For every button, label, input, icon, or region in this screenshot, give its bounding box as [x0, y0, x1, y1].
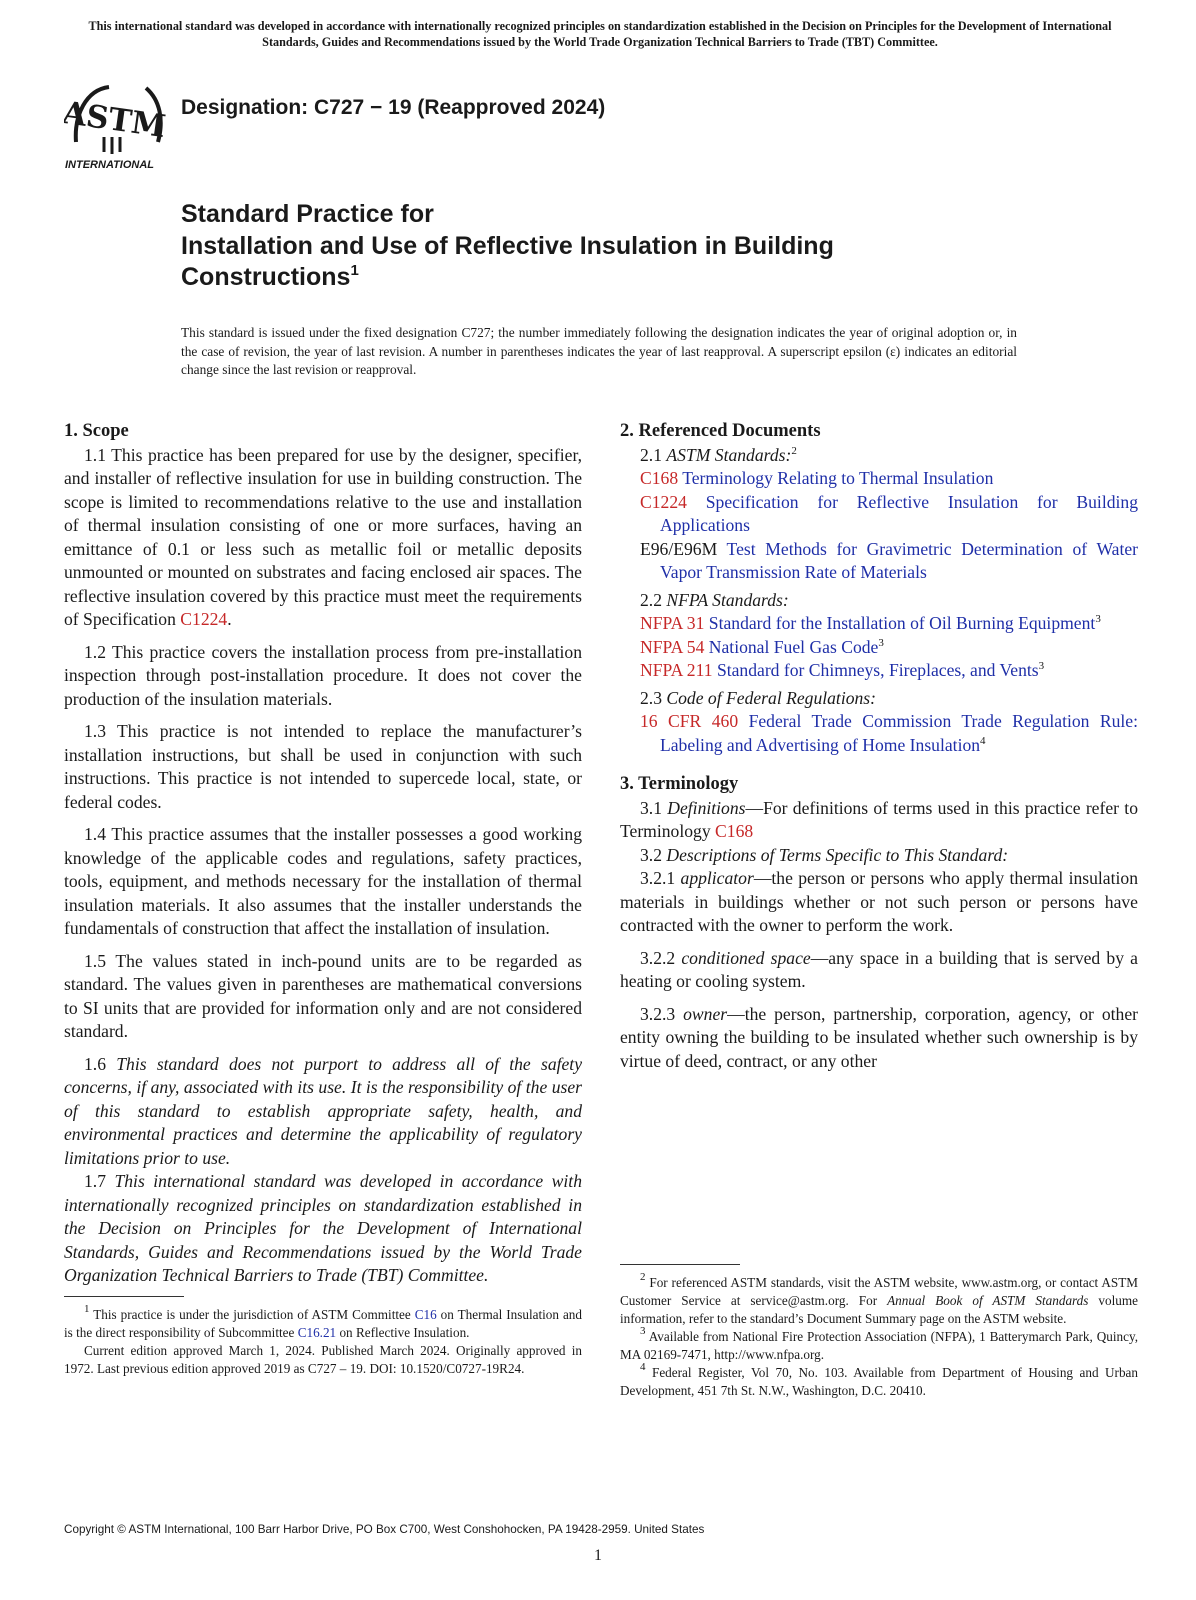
right-column: [620, 420, 1138, 1073]
footnote-3-mark: 3: [640, 1325, 646, 1337]
astm-label-footnote: 2: [791, 444, 797, 457]
ref-c1224: [620, 491, 1138, 538]
para-1-6: [64, 1053, 582, 1171]
logo-wordmark: ASTM: [64, 94, 168, 146]
ref-footnote: 3: [1095, 613, 1101, 625]
title-line-3: [181, 262, 1081, 294]
logo-subtext: INTERNATIONAL: [65, 159, 155, 170]
para-1-1: [64, 444, 582, 632]
para-3-2-2-text: —any space in a building that is served by a heating or cooling system.: [620, 947, 1138, 991]
link-c16-21[interactable]: C16.21: [297, 1325, 337, 1340]
issue-note: This standard is issued under the fixed designation C727; the number immediately following the designation indicates the year of original adoption or, in the case of revision, the year of last revision. A number in parentheses indicates the year of last reapproval. A superscript epsilon (ε) indicates an editorial change since the last revision or reapproval.: [181, 325, 1017, 377]
para-3-2-num: 3.2: [640, 844, 667, 865]
footnote-4-mark: 4: [640, 1361, 646, 1373]
para-3-1-num: 3.1: [640, 797, 668, 818]
para-1-1-text: 1.1 This practice has been prepared for use by the designer, specifier, and installer of reflective insulation for use in building construction. The scope is limited to recommendations relative to the use and installation of thermal insulation consisting of one or more surfaces, having an emittance of 0.1 or less such as metallic foil or metallic deposits unmounted or mounted on substrates and facing enclosed air spaces. The reflective insulation covered by this practice must meet the requirements of Specification: [64, 444, 582, 629]
para-1-4: 1.4 This practice assumes that the installer possesses a good working knowledge of the applicable codes and regulations, safety practices, tools, equipment, and methods necessary for the installation of thermal insulation materials. It also assumes that the installer understands the fundamentals of construction that affect the installation of insulation.: [64, 824, 582, 938]
ref-code[interactable]: NFPA 31: [640, 613, 705, 633]
para-3-2-3: [620, 1003, 1138, 1074]
para-3-2-1: [620, 867, 1138, 938]
footnote-4: [620, 1361, 1138, 1400]
footnote-1-c: on Reflective Insulation.: [336, 1325, 470, 1340]
astm-standards-label: [620, 444, 1138, 468]
ref-title[interactable]: National Fuel Gas Code: [708, 636, 879, 657]
cfr-label-num: 2.3: [640, 687, 667, 708]
scope-heading: 1. Scope: [64, 421, 129, 441]
para-3-2-1-num: 3.2.1: [640, 868, 681, 888]
ref-e96: [620, 538, 1138, 585]
ref-title[interactable]: Standard for the Installation of Oil Burning Equipment: [708, 613, 1096, 633]
title-footnote-mark: 1: [350, 262, 359, 279]
footnote-divider-left: [64, 1296, 184, 1297]
footnote-2: [620, 1271, 1138, 1328]
footnotes-left: [64, 1303, 582, 1378]
left-column: [64, 420, 582, 1288]
referenced-documents-heading: 2. Referenced Documents: [620, 421, 821, 441]
ref-nfpa-211: [620, 659, 1138, 683]
ref-code: E96/E96M: [640, 538, 718, 559]
para-3-2: [620, 844, 1138, 868]
ref-title[interactable]: Test Methods for Gravimetric Determination of Water Vapor Transmission Rate of Materials: [660, 538, 1138, 582]
para-1-7-num: 1.7: [84, 1171, 115, 1191]
footnote-1-a: This practice is under the jurisdiction of ASTM Committee: [89, 1307, 415, 1322]
para-3-2-1-term: applicator: [680, 868, 754, 888]
nfpa-label: NFPA Standards:: [666, 589, 789, 610]
title-line-2: Installation and Use of Reflective Insulation in Building: [181, 231, 834, 260]
astm-label: ASTM Standards:: [666, 444, 792, 465]
para-3-1-term: Definitions: [667, 797, 746, 818]
footnote-2-a: For referenced ASTM standards, visit the ASTM website, www.astm.org, or contact ASTM Customer Service at service@astm.org. For: [620, 1275, 1138, 1308]
para-1-7-text: This international standard was developed in accordance with internationally recognized principles on standardization established in the Decision on Principles for the Development of International Standards, Guides and Recommendations issued by the World Trade Organization Technical Barriers to Trade (TBT) Committee.: [64, 1171, 582, 1285]
para-3-1-text: —For definitions of terms used in this practice refer to Terminology: [620, 797, 1138, 841]
para-1-5: 1.5 The values stated in inch-pound units are to be regarded as standard. The values given in parentheses are mathematical conversions to SI units that are provided for information only and are not considered standard.: [64, 950, 582, 1041]
nfpa-standards-label: [620, 589, 1138, 613]
para-1-6-text: This standard does not purport to address all of the safety concerns, if any, associated with its use. It is the responsibility of the user of this standard to establish appropriate safety, health, and environmental practices and determine the applicability of regulatory limitations prior to use.: [64, 1053, 583, 1168]
astm-logo: [64, 80, 174, 170]
footnote-2-italic: Annual Book of ASTM Standards: [887, 1293, 1089, 1308]
terminology-heading: 3. Terminology: [620, 774, 739, 794]
footnote-2-b: volume information, refer to the standard’s Document Summary page on the ASTM website.: [620, 1293, 1138, 1326]
para-3-2-2-num: 3.2.2: [640, 947, 682, 968]
footnote-4-text: Federal Register, Vol 70, No. 103. Available from Department of Housing and Urban Development, 451 7th St. N.W., Washington, D.C. 20410.: [620, 1365, 1138, 1398]
para-3-1: [620, 797, 1138, 844]
para-1-2: 1.2 This practice covers the installation process from pre-installation inspection through post-installation procedure. It does not cover the production of the insulation materials.: [64, 641, 582, 709]
footnote-1-b: on Thermal Insulation and is the direct responsibility of Subcommittee: [64, 1307, 582, 1340]
ref-code[interactable]: NFPA 211: [640, 660, 713, 680]
para-1-1-end: .: [227, 609, 232, 629]
title-line-1: Standard Practice for: [181, 200, 434, 228]
footnote-2-mark: 2: [640, 1271, 646, 1283]
ref-footnote: 4: [980, 734, 986, 747]
top-notice: This international standard was developed in accordance with internationally recognized principles on standardization established in the Decision on Principles for the Development of International Standards, Guides and Recommendations issued by the World Trade Organization Technical Barriers to Trade (TBT) Committee.: [88, 19, 1112, 49]
para-3-2-3-text: —the person, partnership, corporation, agency, or other entity owning the building to be insulated whether such ownership is by virtue of deed, contract, or any other: [620, 1003, 1138, 1071]
edition-note: Current edition approved March 1, 2024. Published March 2024. Originally approved in 1972. Last previous edition approved 2019 as C727 – 19. DOI: 10.1520/C0727-19R24.: [64, 1343, 582, 1376]
link-c1224[interactable]: C1224: [180, 609, 228, 629]
ref-title[interactable]: Specification for Reflective Insulation for Building Applications: [660, 491, 1138, 535]
para-3-2-text: Descriptions of Terms Specific to This Standard:: [666, 844, 1009, 865]
ref-code[interactable]: C1224: [640, 491, 687, 512]
ref-footnote: 3: [1038, 660, 1045, 672]
link-c168[interactable]: C168: [715, 821, 754, 841]
cfr-label-text: Code of Federal Regulations:: [666, 687, 877, 708]
ref-title[interactable]: Terminology Relating to Thermal Insulation: [682, 468, 994, 488]
ref-code[interactable]: NFPA 54: [640, 636, 705, 657]
page-number: 1: [594, 1547, 602, 1564]
copyright-notice: Copyright © ASTM International, 100 Barr Harbor Drive, PO Box C700, West Conshohocken, PA 19428-2959. United States: [64, 1523, 705, 1536]
link-c16[interactable]: C16: [414, 1307, 437, 1322]
ref-16-cfr-460: [620, 710, 1138, 757]
nfpa-label-num: 2.2: [640, 589, 667, 610]
ref-nfpa-54: [620, 636, 1138, 660]
ref-title[interactable]: Standard for Chimneys, Fireplaces, and Vents: [716, 660, 1039, 680]
astm-label-num: 2.1: [640, 444, 667, 465]
ref-code[interactable]: 16 CFR 460: [640, 711, 739, 731]
footnote-1: [64, 1303, 582, 1342]
para-3-2-3-term: owner: [683, 1003, 728, 1024]
document-title: [181, 199, 1081, 294]
ref-nfpa-31: [620, 612, 1138, 636]
designation: Designation: C727 − 19 (Reapproved 2024): [181, 96, 606, 119]
para-3-2-3-num: 3.2.3: [640, 1003, 684, 1024]
para-1-7: [64, 1170, 582, 1288]
para-1-6-num: 1.6: [84, 1053, 117, 1074]
para-1-3: 1.3 This practice is not intended to replace the manufacturer’s installation instructions, but shall be used in conjunction with such instructions. This practice is not intended to supercede local, state, or federal codes.: [64, 721, 582, 812]
footnotes-right: [620, 1271, 1138, 1400]
para-3-2-2: [620, 947, 1138, 994]
cfr-label: [620, 687, 1138, 711]
ref-code[interactable]: C168: [640, 468, 679, 488]
title-line-3-text: Constructions: [181, 263, 351, 291]
ref-title[interactable]: Federal Trade Commission Trade Regulation Rule: Labeling and Advertising of Home Insulation: [660, 711, 1138, 755]
footnote-3-text: Available from National Fire Protection Association (NFPA), 1 Batterymarch Park, Quincy, MA 02169-7471, http://www.nfpa.org.: [620, 1329, 1138, 1362]
footnote-3: [620, 1325, 1138, 1364]
para-3-2-1-text: —the person or persons who apply thermal insulation materials in buildings whether or not such person or persons have contracted with the owner to perform the work.: [620, 868, 1138, 935]
footnote-1-mark: 1: [84, 1303, 90, 1315]
footnote-divider-right: [620, 1264, 740, 1265]
para-3-2-2-term: conditioned space: [681, 947, 811, 968]
ref-footnote: 3: [878, 636, 884, 649]
ref-c168: [620, 467, 1138, 491]
